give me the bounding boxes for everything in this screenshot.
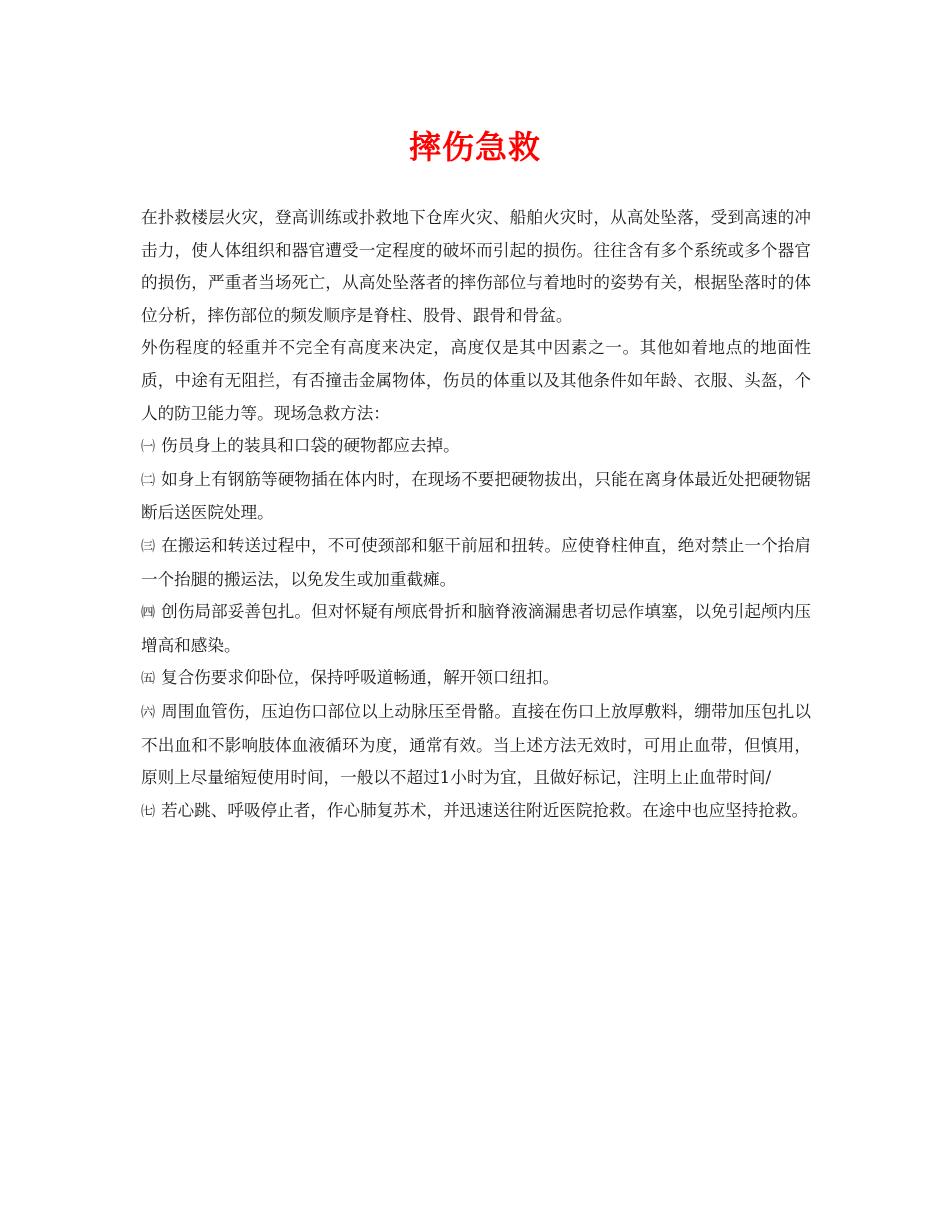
paragraph-intro: 在扑救楼层火灾，登高训练或扑救地下仓库火灾、船舶火灾时，从高处坠落，受到高速的冲击力，使人体组织和器官遭受一定程度的破坏而引起的损伤。往往含有多个系统或多个器官的损伤，严重者当场死亡，从高处坠落者的摔伤部位与着地时的姿势有关，根据坠落时的体位分析，摔伤部位的频发顺序是脊柱、股骨、跟骨和骨盆。 [141, 208, 811, 325]
list-item-marker: ㈦ [141, 803, 155, 820]
list-item [141, 530, 811, 596]
list-item-text: 复合伤要求仰卧位，保持呼吸道畅通，解开领口纽扣。 [161, 668, 560, 688]
list-item-marker: ㈤ [141, 671, 155, 688]
list-item-text: 若心跳、呼吸停止者，作心肺复苏术，并迅速送往附近医院抢救。在途中也应坚持抢救。 [161, 800, 809, 820]
list-item [141, 696, 811, 795]
document-body [141, 202, 811, 828]
list-item-marker: ㈣ [141, 605, 156, 622]
list-item-marker: ㈢ [141, 538, 156, 555]
list-item [141, 596, 811, 662]
list-item [141, 464, 811, 530]
list-item-text: 周围血管伤，压迫伤口部位以上动脉压至骨骼。直接在伤口上放厚敷料，绷带加压包扎以不出血和不影响肢体血液循环为度，通常有效。当上述方法无效时，可用止血带，但慎用，原则上尽量缩短使用时间，一般以不超过1小时为宜，且做好标记，注明上止血带时间/ [141, 701, 812, 788]
list-item [141, 430, 811, 464]
list-item-text: 在搬运和转送过程中，不可使颈部和躯干前屈和扭转。应使脊柱伸直，绝对禁止一个抬肩一个抬腿的搬运法，以免发生或加重截瘫。 [141, 535, 812, 589]
document-title: 摔伤急救 [408, 128, 541, 166]
list-item-text: 创伤局部妥善包扎。但对怀疑有颅底骨折和脑脊液滴漏患者切忌作填塞，以免引起颅内压增高和感染。 [141, 602, 812, 655]
list-item-text: 如身上有钢筋等硬物插在体内时，在现场不要把硬物拔出，只能在离身体最近处把硬物锯断后送医院处理。 [141, 469, 812, 523]
list-item-text: 伤员身上的装具和口袋的硬物都应去掉。 [161, 436, 460, 456]
list-item-marker: ㈥ [141, 704, 156, 721]
list-item [141, 795, 811, 829]
list-item-marker: ㈠ [141, 439, 155, 456]
paragraph-factors: 外伤程度的轻重并不完全有高度来决定，高度仅是其中因素之一。其他如着地点的地面性质，中途有无阻拦，有否撞击金属物体，伤员的体重以及其他条件如年龄、衣服、头盔，个人的防卫能力等。现场急救方法： [141, 338, 811, 423]
list-item [141, 662, 811, 696]
list-item-marker: ㈡ [141, 472, 156, 489]
